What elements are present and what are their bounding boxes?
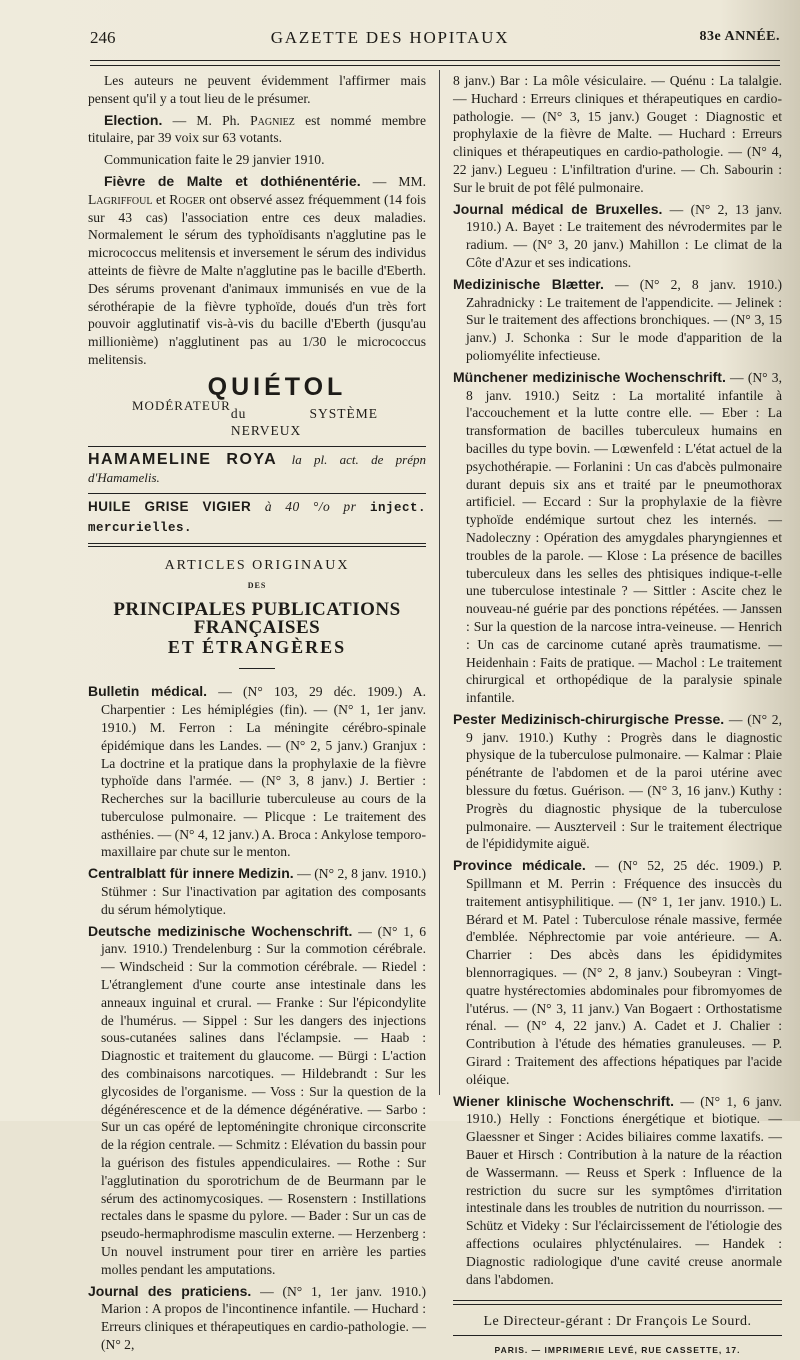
election-paragraph [88, 112, 426, 148]
issue-label: 83e ANNÉE. [699, 29, 780, 44]
journal-name: Centralblatt für innere Medizin. [88, 865, 294, 882]
ad-rule-2 [88, 493, 426, 494]
ad-hamameline-name: HAMAMELINE ROYA [88, 451, 277, 469]
journal-entry-text: — (N° 103, 29 déc. 1909.) A. Charpentier : Les hémiplégies (fin). — (N° 1, 1er janv. 1910.) M. Ferron : La méningite cérébro-spinale épidémique dans les Landes. — (N° 2, 5 janv.) Granjux : La doctrine et la pratique dans la prophylaxie de la fièvre typhoïde dans l'armée. — (N° 3, 8 janv.) J. Bertier : Recherches sur la bacillurie tuberculeuse au cours de la tuberculose pulmonaire. — Plicque : Le traitement des asthénies. — (N° 4, 12 janv.) A. Broca : Ankylose temporo-maxillaire par chute sur le menton. [101, 684, 426, 860]
articles-heading-3: PRINCIPALES PUBLICATIONS FRANÇAISES [113, 598, 401, 638]
footer-rule [453, 1300, 782, 1305]
header-rule [90, 60, 780, 66]
articles-heading-4: ET ÉTRANGÈRES [167, 636, 347, 657]
election-text: — M. Ph. [162, 112, 251, 128]
journal-entry-text: — (N° 2, 13 janv. 1910.) A. Bayet : Le traitement des névrodermites par le radium. — (N° 3, 20 janv.) Mahillon : Le climat de la Côte d'Azur et ses indications. [466, 201, 783, 270]
ad-systeme [231, 405, 378, 441]
journal-entry-text: — (N° 3, 8 janv. 1910.) Seitz : La mortalité infantile à l'accouchement et la lutte contre elle. — Eber : La transformation de bacilles tuberculeux humains en bacilles du type bovin. — Lœwenfeld : L'état actuel de la psychothérapie. — Forlanini : Un cas d'abcès pulmonaire durant depuis six ans et traité par le pneumothorax artificiel. — Eccard : Sur la prophylaxie de la fièvre typhoïde endémique surtout chez les internés. — Nadoleczny : Opération des amygdales pharyngiennes et troubles de la parole. — Klose : La présence de bacilles tuberculeux dans les selles des phtisiques indique-t-elle une tuberculose intestinale ? — Sittler : Ascite chez le nouveau-né guérie par des ponctions répétées. — Janssen : Sur la question de la narcose intra-veineuse. — Henrich : Un cas de carcinome cutané après traumatisme. — Heidenhain : Faits de pratique. — Machol : Le traitement chirurgical et orthopédique de la paralysie spinale infantile. [466, 369, 782, 706]
journal-name: Journal médical de Bruxelles. [453, 200, 663, 217]
journal-entry-text: 8 janv.) Bar : La môle vésiculaire. — Quénu : La talalgie. — Huchard : Erreurs cliniques et thérapeutiques en cardio-pathologie. — (N° 3, 15 janv.) Gouget : Diagnostic et prophylaxie de la fièvre de Malte. — Huchard : Erreurs cliniques et thérapeutiques en cardio-pathologie. — (N° 4, 22 janv.) Legueu : L'infiltration d'urine. — Ch. Sabourin : Sur le bruit de pot fêlé pulmonaire. [453, 73, 782, 195]
advertisement [88, 372, 426, 538]
journal-title: GAZETTE DES HOPITAUX [270, 28, 510, 47]
column-divider [439, 70, 440, 1095]
journal-entry-text: — (N° 52, 25 déc. 1909.) P. Spillmann et M. Perrin : Fréquence des insuccès du traitement antisyphilitique. — (N° 1, 1er janv. 1910.) L. Bérard et M. Patel : Tuberculose rénale massive, fermée d'emblée. Néphrectomie par voie antérieure. — A. Charrier : Des abcès dans les épididymites blennorragiques. — (N° 2, 8 janv.) Soubeyran : Vingt-quatre hystérectomies abdominales pour fibromyomes de l'utérus. — (N° 3, 11 janv.) Van Bogaert : Orthostatisme rénal. — (N° 4, 22 janv.) A. Cadet et J. Chalier : Contribution à l'étude des hématies granuleuses. — P. Girard : Traitement des affections hépatiques par l'acide oléique. [466, 858, 783, 1087]
ad-huile-name: HUILE GRISE VIGIER [88, 498, 252, 514]
left-entries [88, 683, 426, 1353]
ad-rule [88, 446, 426, 447]
journal-entry [453, 72, 782, 197]
printer-line: PARIS. — IMPRIMERIE LEVÉ, RUE CASSETTE, 17. [494, 1345, 741, 1356]
journal-entry [88, 1283, 426, 1354]
fievre-paragraph [88, 173, 426, 369]
ad-huile [88, 498, 426, 538]
section-rule [88, 543, 426, 547]
journal-name: Province médicale. [453, 857, 586, 874]
ad-moderateur-row [88, 397, 426, 441]
journal-entry-text: — (N° 2, 9 janv. 1910.) Kuthy : Progrès dans le diagnostic physique de la tuberculose pulmonaire. — Kalmar : Plaie pénétrante de l'abdomen et de la paroi utérine avec blessure du fœtus. Guérison. — (N° 3, 16 janv.) Kuthy : Progrès du diagnostic physique de la tuberculose pulmonaire. — Auszterveil : Sur le traitement électrique de l'épididymite aiguë. [466, 711, 782, 852]
communication-line: Communication faite le 29 janvier 1910. [104, 152, 325, 168]
journal-entry [453, 711, 782, 853]
articles-rule [239, 668, 275, 669]
right-column [453, 72, 782, 1360]
ad-moderateur: MODÉRATEUR [132, 397, 231, 413]
left-column [88, 72, 426, 1358]
ad-du: du [230, 405, 247, 421]
journal-entry [453, 276, 782, 365]
journal-name: Medizinische Blætter. [453, 275, 604, 292]
journal-name: Bulletin médical. [88, 683, 208, 700]
journal-entry-text: — (N° 2, 8 janv. 1910.) Zahradnicky : Le traitement de l'appendicite. — Jelinek : Sur le traitement des affections bronchiques. — (N° 3, 15 janv.) J. Schonka : Sur le mode d'apparition de la poliomyélite infectieuse. [466, 276, 782, 363]
articles-heading-2: DES [247, 581, 267, 591]
journal-name: Wiener klinische Wochenschrift. [453, 1092, 674, 1109]
ad-hamameline [88, 451, 426, 487]
journal-entry-text: — (N° 1, 6 janv. 1910.) Trendelenburg : Sur la commotion cérébrale. — Windscheid : Sur la commotion cérébrale. — Riedel : L'étranglement d'une courte anse intestinale dans les anneaux inguinal et crural. — Franke : Sur l'épicondylite de l'humérus. — Sippel : Sur les dangers des injections sous-cutanées salines dans l'éclampsie. — Haab : Diagnostic et traitement du glaucome. — Bürgi : L'action des combinaisons narcotiques. — Hildebrandt : Sur les glycosides de l'organisme. — Voss : Sur la question de la dégénérescence et de la démence dégénérative. — Sarbo : Sur un cas opéré de leptoméningite chronique circonscrite de la région centrale. — Schmitz : Elévation du bassin pour la guérison des fistules appendiculaires. — Rothe : Sur l'agglutination du sporotrichum de de Beurmann par le sérum des actinomycosiques. — Rosenstern : Instillations rectales dans le spasme du pylore. — Bader : Sur un cas de pseudo-hermaphrodisme masculin externe. — Herzenberg : Un nouvel instrument pour tirer en arrière les parties molles pendant les amputations. [101, 923, 426, 1277]
articles-heading-1: ARTICLES ORIGINAUX [164, 558, 350, 574]
fievre-body: ont observé assez fréquemment (14 fois sur 43 cas) l'association entre ces deux maladies. Normalement le sérum des typhoïdisants n'agglutine pas le micrococcus melitensis et inversement le sérum des individus atteints de fièvre de Malte n'agglutine pas le bacille d'Eberth. Des sérums provenant d'animaux immunisés en vue de la sérothérapie de la fièvre typhoïde, doués d'un très fort pouvoir agglutinatif vis-à-vis du bacille d'Eberth (jusqu'au millionième) n'agglutinent pas au 1/30 le micrococcus melitensis. [88, 191, 427, 367]
journal-name: Pester Medizinisch-chirurgische Presse. [453, 710, 725, 727]
page-header [90, 26, 780, 52]
journal-entry [453, 201, 782, 272]
ad-quietol: QUIÉTOL [207, 372, 347, 401]
journal-name: Münchener medizinische Wochenschrift. [453, 368, 726, 385]
ad-systeme-text: SYSTÈME NERVEUX [230, 405, 378, 439]
journal-entry [453, 857, 782, 1088]
journal-entry [88, 865, 426, 918]
ad-huile-sub: inject. mercurielles. [88, 500, 426, 535]
fievre-and: et [152, 191, 170, 207]
election-name: Pagniez [250, 112, 295, 128]
director-line: Le Directeur-gérant : Dr François Le Sourd. [453, 1313, 782, 1336]
ad-hamameline-sub: la pl. act. de prépn d'Hamamelis. [88, 452, 426, 485]
journal-name: Deutsche medizinische Wochenschrift. [88, 922, 353, 939]
election-text-end: est nommé membre titulaire, par 39 voix sur 63 votants. [88, 112, 426, 146]
intro-paragraph: Les auteurs ne peuvent évidemment l'affirmer mais pensent qu'il y a tout lieu de le présumer. [88, 73, 426, 106]
page-number: 246 [90, 28, 116, 47]
fievre-name-1: Lagriffoul [88, 191, 153, 207]
journal-entry [88, 683, 426, 861]
election-label: Election. [104, 111, 163, 128]
journal-entry [453, 369, 782, 707]
journal-entry [453, 1093, 782, 1289]
journal-name: Journal des praticiens. [88, 1282, 252, 1299]
journal-entry [88, 923, 426, 1279]
journal-entry-text: — (N° 1, 6 janv. 1910.) Helly : Fonctions énergétique et biotique. — Glaessner et Singer : Acides biliaires comme laxatifs. — Bauer et Hirsch : Contribution à la nature de la réaction de Wassermann. — Reuss et Sperk : Influence de la restriction du sucre sur les symptômes d'irritation intestinale dans les troubles de nutrition du nourrisson. — Schütz et Videky : Sur l'éclaircissement de l'étiologie des affections oculaires phlycténulaires. — Handek : Diagnostic radiologique d'une cavité creuse anormale dans l'abdomen. [466, 1093, 782, 1287]
fievre-text: — MM. [360, 173, 426, 189]
journal-entry-text: — (N° 2, 8 janv. 1910.) Stühmer : Sur l'inactivation par agitation des composants du sérum hémolytique. [101, 866, 426, 917]
right-entries [453, 72, 782, 1288]
ad-huile-dose: à 40 °/o pr [264, 498, 357, 514]
fievre-name-2: Roger [169, 191, 206, 207]
fievre-label: Fièvre de Malte et dothiénentérie. [104, 172, 361, 189]
journal-entry-text: — (N° 1, 1er janv. 1910.) Marion : A propos de l'incontinence infantile. — Huchard : Erreurs cliniques et thérapeutiques en cardio-pathologie. — (N° 2, [101, 1283, 426, 1352]
